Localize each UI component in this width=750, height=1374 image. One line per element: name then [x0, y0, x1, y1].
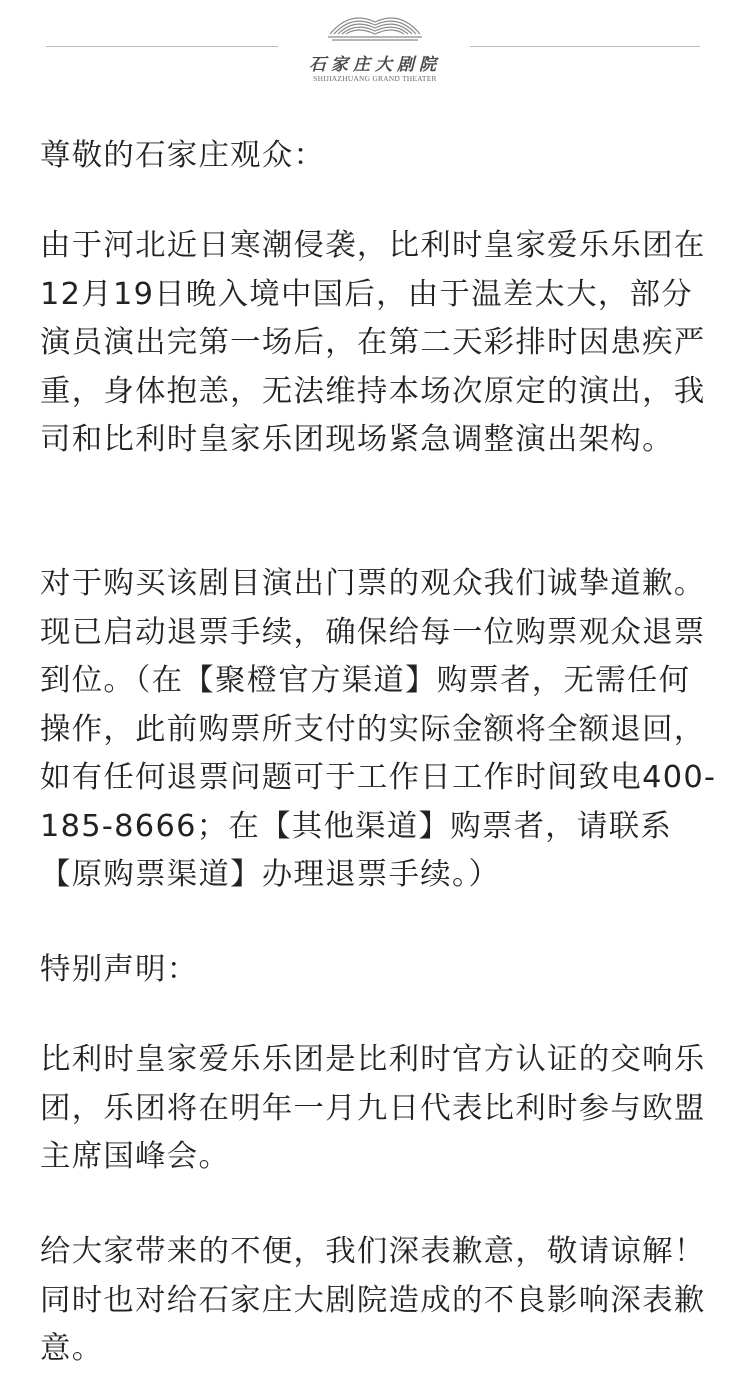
- theater-roof-logo-icon: [322, 4, 428, 44]
- special-statement-heading: 特别声明：: [40, 952, 199, 987]
- divider-right: [470, 46, 700, 47]
- paragraph-cause: 由于河北近日寒潮侵袭，比利时皇家爱乐乐团在12月19日晚入境中国后，由于温差太大，部分演员演出完第一场后，在第二天彩排时因患疾严重，身体抱恙，无法维持本场次原定的演出，我司和比利时皇家乐团现场紧急调整演出架构。: [40, 228, 706, 457]
- paragraph-refund: 对于购买该剧目演出门票的观众我们诚挚道歉。现已启动退票手续，确保给每一位购票观众退票到位。（在【聚橙官方渠道】购票者，无需任何操作，此前购票所支付的实际金额将全额退回，如有任何退票问题可于工作日工作时间致电400-185-8666；在【其他渠道】购票者，请联系【原购票渠道】办理退票手续。）: [40, 566, 717, 892]
- letterhead: [0, 0, 750, 100]
- logo-english-name: SHIJIAZHUANG GRAND THEATER: [313, 74, 437, 83]
- paragraph-orchestra: 比利时皇家爱乐乐团是比利时官方认证的交响乐团，乐团将在明年一月九日代表比利时参与欧盟主席国峰会。: [40, 1042, 706, 1174]
- divider-left: [46, 46, 278, 47]
- salutation: 尊敬的石家庄观众：: [40, 138, 326, 173]
- logo-chinese-name: 石家庄大剧院: [309, 55, 441, 75]
- paragraph-apology: 给大家带来的不便，我们深表歉意，敬请谅解！同时也对给石家庄大剧院造成的不良影响深表歉意。: [40, 1234, 706, 1366]
